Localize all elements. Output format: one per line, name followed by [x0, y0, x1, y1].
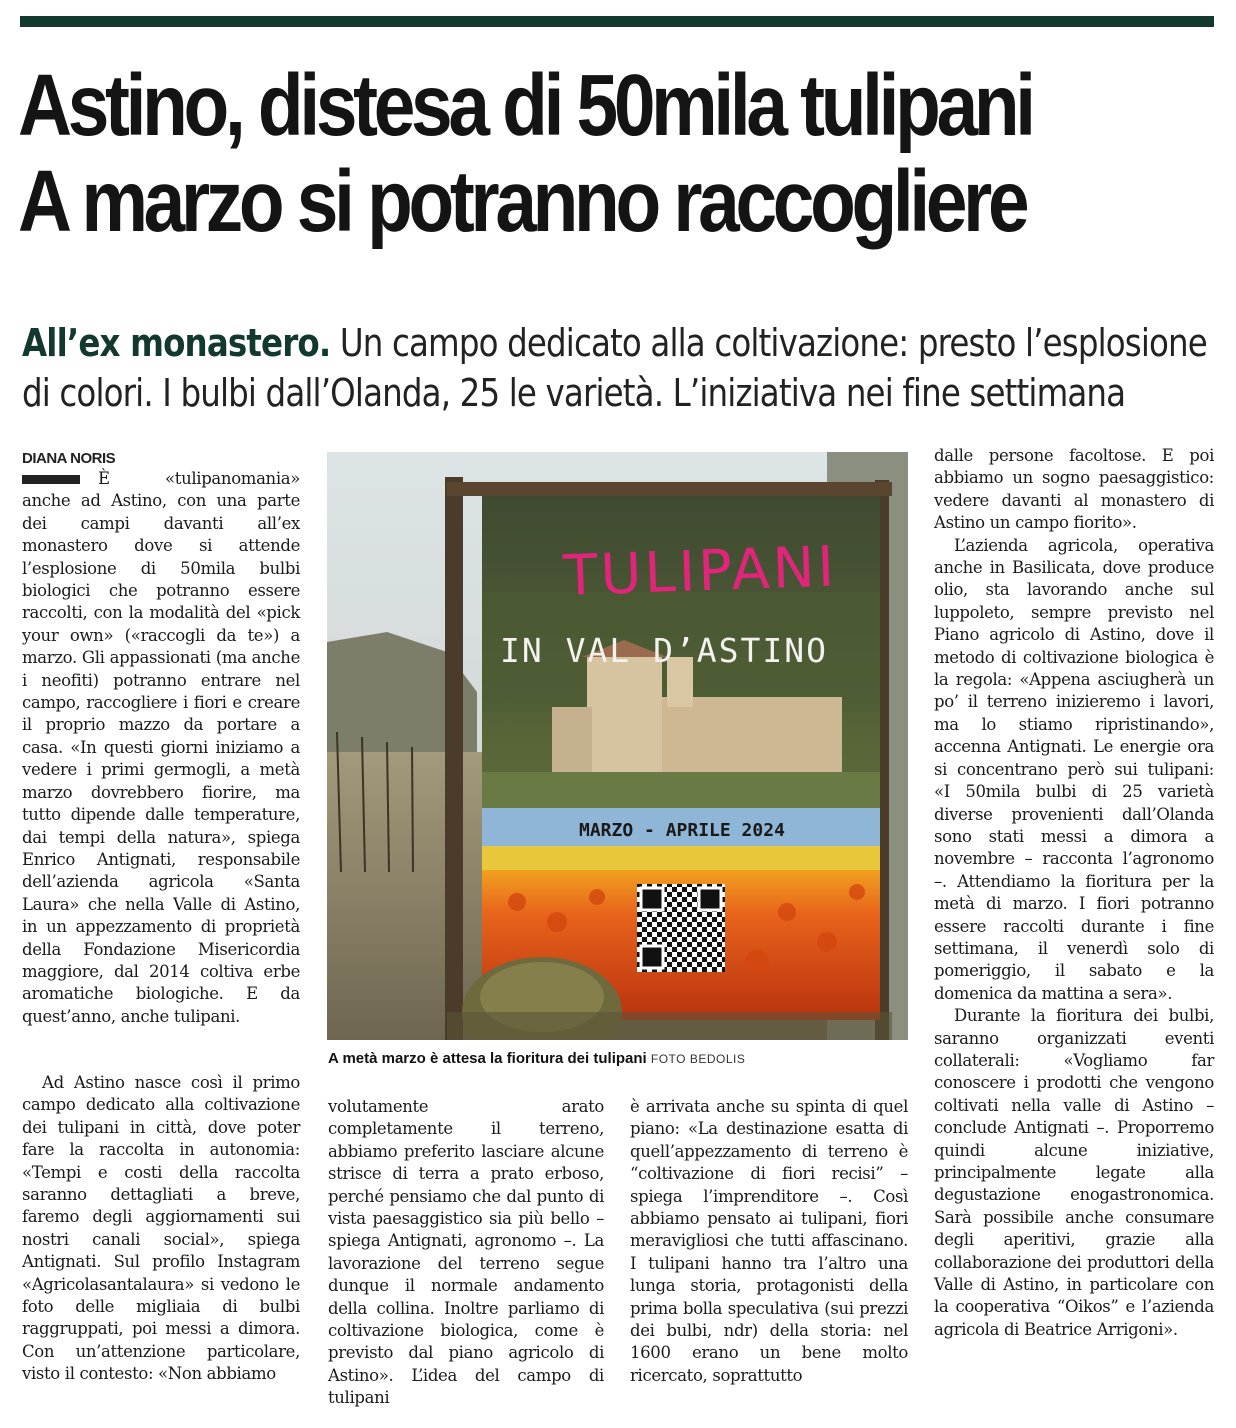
- top-rule: [20, 16, 1214, 27]
- paragraph: volutamente arato completamente il terreno, abbiamo preferito lasciare alcune strisce di terra a prato erboso, perché pensiamo che dal punto di vista paesaggistico sia più bello – spiega Antignati, agronomo –. La lavorazione del terreno segue dunque il normale andamento della collina. Inoltre parliamo di coltivazione biologica, come è previsto dal piano agricolo di Astino». L’idea del campo di tulipani: [328, 1097, 604, 1408]
- article-column-3: [630, 1096, 908, 1387]
- headline-line-2: A marzo si potranno raccogliere: [18, 153, 1026, 250]
- byline-bar: [22, 475, 80, 484]
- photo-credit: FOTO BEDOLIS: [650, 1052, 746, 1066]
- subhead-line-2: di colori. I bulbi dall’Olanda, 25 le varietà. L’iniziativa nei fine settimana: [22, 371, 1126, 415]
- headline: [18, 58, 1050, 250]
- byline: DIANA NORIS: [22, 450, 116, 467]
- paragraph: Ad Astino nasce così il primo campo dedicato alla coltivazione dei tulipani in città, dove poter fare la raccolta in autonomia: «Tempi e costi della raccolta saranno dettagliati a breve, faremo degli aggiornamenti sui nostri canali social», spiega Antignati. Sul profilo Instagram «Agricolasantalaura» si vedono le foto delle migliaia di bulbi raggruppati, poi messi a dimora. Con un’attenzione particolare, visto il contesto: «Non abbiamo: [22, 1073, 300, 1384]
- photo-caption: [328, 1050, 745, 1067]
- paragraph: L’azienda agricola, operativa anche in Basilicata, dove produce olio, sta lavorando anche sul luppoleto, sempre previsto nel Piano agricolo di Astino, dove il metodo di coltivazione biologica è la regola: «Appena asciugherà un po’ il terreno inizieremo i lavori, ma lo stiamo ripristinando», accenna Antignati. Le energie ora si concentrano però sui tulipani: «I 50mila bulbi di 25 varietà diverse provenienti dall’Olanda sono stati messi a dimora a novembre – racconta l’agronomo –. Attendiamo la fioritura per la metà di marzo. I fiori potranno essere raccolti durante i fine settimana, il venerdì solo di pomeriggio, il sabato e la domenica da mattina a sera».: [934, 535, 1214, 1003]
- paragraph: è arrivata anche su spinta di quel piano: «La destinazione esatta di quell’appezzamento di terreno è “coltivazione di fiori recisi” – spiega l’imprenditore –. Così abbiamo pensato ai tulipani, fiori meravigliosi che tutti affascinano. I tulipani hanno tra l’altro una lunga storia, protagonisti della prima bolla speculativa (sui prezzi dei bulbi, ndr) della storia: nel 1600 erano un bene molto ricercato, soprattutto: [630, 1097, 908, 1385]
- sign-subtitle: IN VAL D’ASTINO: [500, 631, 829, 670]
- sign-dates: MARZO - APRILE 2024: [579, 820, 785, 841]
- subhead-line-1: Un campo dedicato alla coltivazione: presto l’esplosione: [339, 321, 1207, 365]
- sign-title: TULIPANI: [562, 534, 839, 609]
- subhead-kicker: All’ex monastero.: [22, 321, 331, 365]
- headline-line-1: Astino, distesa di 50mila tulipani: [18, 57, 1032, 154]
- article-column-4: [934, 445, 1214, 1341]
- paragraph: Durante la fioritura dei bulbi, saranno organizzati eventi collaterali: «Vogliamo far conoscere i prodotti che vengono coltivati nella valle di Astino – conclude Antignati –. Proporremo quindi alcune iniziative, principalmente legate alla degustazione enogastronomica. Sarà possibile anche consumare degli aperitivi, grazie alla collaborazione dei produttori della Valle di Astino, in particolare con la cooperativa “Oikos” e l’azienda agricola di Beatrice Arrigoni».: [934, 1006, 1214, 1339]
- article-column-2: [328, 1096, 604, 1410]
- caption-text: A metà marzo è attesa la fioritura dei tulipani: [328, 1050, 647, 1067]
- subheadline: [22, 318, 1219, 418]
- article-column-1: [22, 468, 300, 1028]
- lead-paragraph: È «tulipanomania» anche ad Astino, con una parte dei campi davanti all’ex monastero dove si attende l’esplosione di 50mila bulbi biologici che potranno essere raccolti, con la modalità del «pick your own» («raccogli da te») a marzo. Gli appassionati (ma anche i neofiti) potranno entrare nel campo, raccogliere i fiori e creare il proprio mazzo da portare a casa. «In questi giorni iniziamo a vedere i primi germogli, a metà marzo dovrebbero fiorire, ma tutto dipende dalle temperature, dai tempi della natura», spiega Enrico Antignati, responsabile dell’azienda agricola «Santa Laura» che nella Valle di Astino, in un appezzamento di proprietà della Fondazione Misericordia maggiore, dal 2014 coltiva erbe aromatiche biologiche. E da quest’anno, anche tulipani.: [22, 469, 300, 1026]
- article-column-1-continued: [22, 1072, 300, 1386]
- paragraph: dalle persone facoltose. E poi abbiamo un sogno paesaggistico: vedere davanti al monastero di Astino un campo fiorito».: [934, 446, 1214, 533]
- tulip-sign-photo: [327, 452, 908, 1040]
